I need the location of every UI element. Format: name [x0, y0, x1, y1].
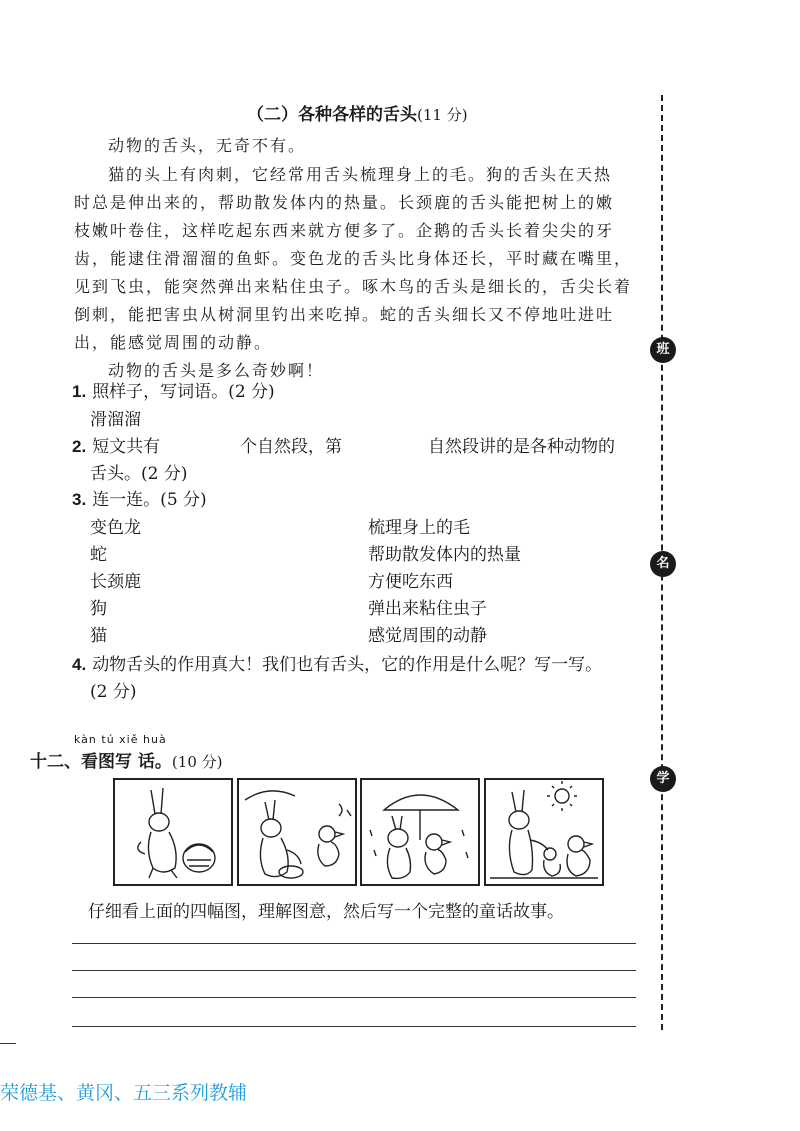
- margin-seal-name: 名: [650, 551, 676, 577]
- passage-line: 见到飞虫，能突然弹出来粘住虫子。啄木鸟的舌头是细长的，舌尖长着: [74, 277, 633, 296]
- rabbit-with-basket-illustration: [115, 780, 231, 884]
- passage-line: 时总是伸出来的，帮助散发体内的热量。长颈鹿的舌头能把树上的嫩: [74, 193, 615, 212]
- rabbit-and-ducks-sunny-illustration: [486, 780, 602, 884]
- story-picture-1: [113, 778, 233, 886]
- match-left-item[interactable]: 狗: [90, 599, 107, 619]
- margin-seal-class: 班: [650, 337, 676, 363]
- margin-seal-school: 学: [650, 766, 676, 792]
- question-2-part-d: 舌头。(2 分): [90, 464, 188, 484]
- passage-line: 倒刺，能把害虫从树洞里钓出来吃掉。蛇的舌头细长又不停地吐进吐: [74, 305, 615, 324]
- passage-line: 出，能感觉周围的动静。: [74, 333, 273, 352]
- writing-line[interactable]: [72, 970, 636, 971]
- story-picture-4: [484, 778, 604, 886]
- publisher-footer: 荣德基、黄冈、五三系列教辅: [0, 1082, 248, 1104]
- match-right-item[interactable]: 方便吃东西: [368, 572, 453, 592]
- passage-line: 动物的舌头是多么奇妙啊！: [108, 361, 325, 380]
- question-4: 4. 动物舌头的作用真大！我们也有舌头，它的作用是什么呢？写一写。: [72, 655, 603, 675]
- part-12-heading: 十二、看图写 话。(10 分): [30, 752, 223, 772]
- story-picture-3: [360, 778, 480, 886]
- question-2-part-c: 自然段讲的是各种动物的: [428, 437, 615, 457]
- question-1-example: 滑溜溜: [90, 410, 141, 430]
- question-1: 1. 照样子，写词语。(2 分): [72, 382, 275, 402]
- rabbit-duckling-umbrella-illustration: [362, 780, 478, 884]
- question-4-score: (2 分): [90, 682, 137, 702]
- writing-instruction: 仔细看上面的四幅图，理解图意，然后写一个完整的童话故事。: [88, 902, 564, 922]
- passage-line: 齿，能逮住滑溜溜的鱼虾。变色龙的舌头比身体还长，平时藏在嘴里，: [74, 249, 633, 268]
- writing-line[interactable]: [72, 997, 636, 998]
- question-3: 3. 连一连。(5 分): [72, 490, 207, 510]
- question-2: 2. 短文共有: [72, 437, 161, 457]
- pinyin-annotation: kàn tú xiě huà: [74, 733, 167, 746]
- question-2-part-b: 个自然段，第: [240, 437, 342, 457]
- match-right-item[interactable]: 梳理身上的毛: [368, 518, 470, 538]
- corner-mark: [0, 1043, 16, 1044]
- match-left-item[interactable]: 变色龙: [90, 518, 141, 538]
- writing-line[interactable]: [72, 1026, 636, 1027]
- passage-line: 枝嫩叶卷住，这样吃起东西来就方便多了。企鹅的舌头长着尖尖的牙: [74, 221, 615, 240]
- match-right-item[interactable]: 感觉周围的动静: [368, 626, 487, 646]
- rabbit-and-duckling-illustration: [239, 780, 355, 884]
- match-right-item[interactable]: 帮助散发体内的热量: [368, 545, 521, 565]
- passage-line: 动物的舌头，无奇不有。: [108, 136, 307, 155]
- section-title: （二）各种各样的舌头(11 分): [247, 105, 468, 125]
- match-right-item[interactable]: 弹出来粘住虫子: [368, 599, 487, 619]
- match-left-item[interactable]: 蛇: [90, 545, 107, 565]
- passage-line: 猫的头上有肉刺，它经常用舌头梳理身上的毛。狗的舌头在天热: [108, 165, 613, 184]
- story-picture-2: [237, 778, 357, 886]
- match-left-item[interactable]: 猫: [90, 626, 107, 646]
- writing-line[interactable]: [72, 943, 636, 944]
- match-left-item[interactable]: 长颈鹿: [90, 572, 141, 592]
